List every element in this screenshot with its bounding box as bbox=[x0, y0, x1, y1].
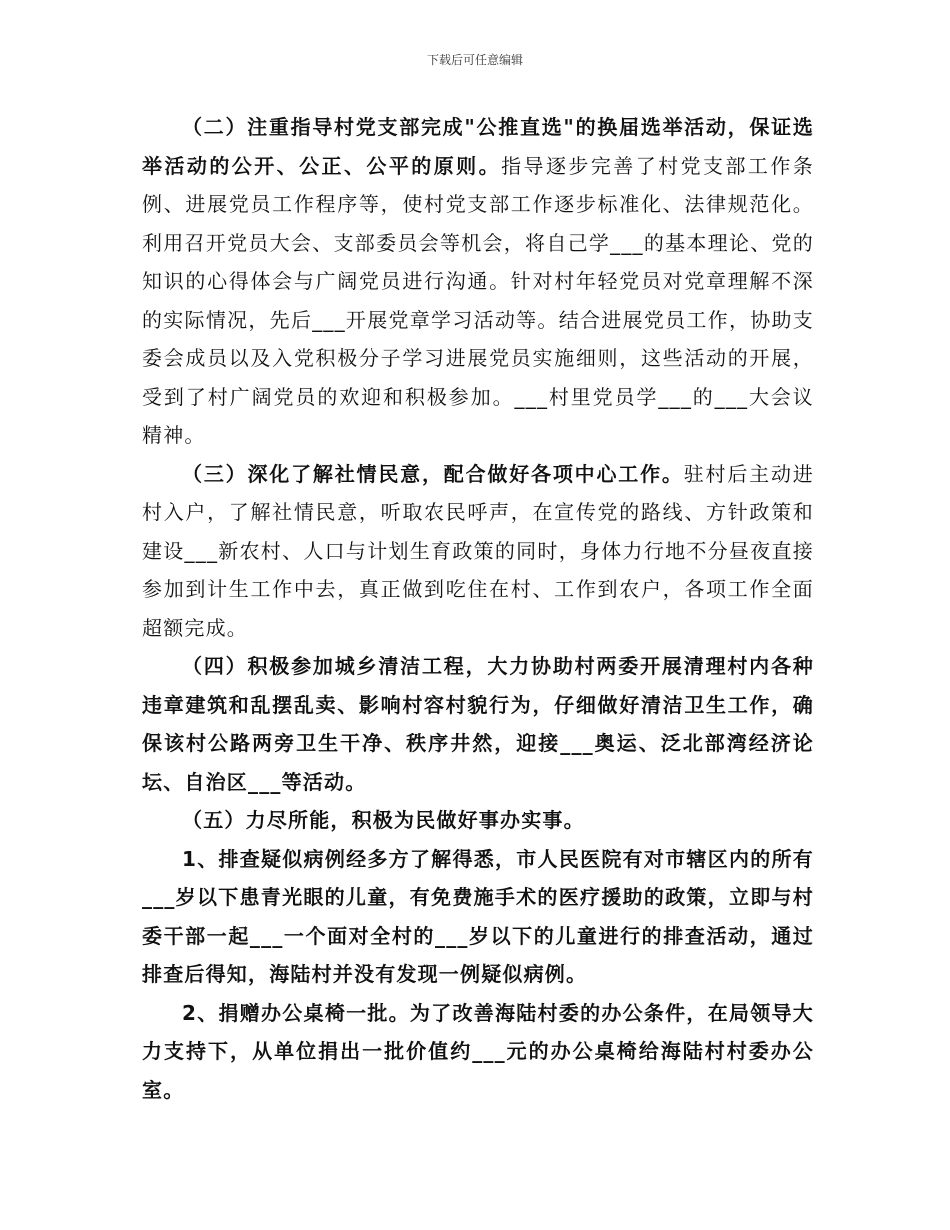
paragraph-heading: 2、捐赠办公桌椅一批。为了改善海陆村委的办公条件，在局领导大力支持下，从单位捐出一批价值约___元的办公桌椅给海陆村村委办公室。 bbox=[142, 1000, 814, 1102]
paragraph-heading: （三）深化了解社情民意，配合做好各项中心工作。 bbox=[182, 461, 684, 486]
paragraph-5 bbox=[142, 801, 814, 840]
paragraph-heading: （五）力尽所能，积极为民做好事办实事。 bbox=[182, 808, 585, 832]
paragraph-heading: 1、排查疑似病例经多方了解得悉，市人民医院有对市辖区内的所有___岁以下患青光眼的儿童，有免费施手术的医疗援助的政策，立即与村委干部一起___一个面对全村的___岁以下的儿童进行的排查活动，通过排查后得知，海陆村并没有发现一例疑似病例。 bbox=[142, 846, 814, 986]
paragraph-heading: （二）注重指导村党支部完成"公推直选"的换届选举活动，保证选举活动的公开、公正、公平的原则。 bbox=[142, 115, 814, 178]
paragraph-3 bbox=[142, 455, 814, 648]
paragraph-item-1 bbox=[142, 840, 814, 994]
paragraph-2 bbox=[142, 108, 814, 455]
page-header: 下载后可任意编辑 bbox=[426, 53, 523, 67]
paragraph-heading: （四）积极参加城乡清洁工程，大力协助村两委开展清理村内各种违章建筑和乱摆乱卖、影响村容村貌行为，仔细做好清洁卫生工作，确保该村公路两旁卫生干净、秩序井然，迎接___奥运、泛北部湾经济论坛、自治区___等活动。 bbox=[142, 654, 814, 794]
document-body bbox=[142, 108, 814, 1109]
paragraph-4 bbox=[142, 647, 814, 801]
paragraph-item-2 bbox=[142, 994, 814, 1110]
paragraph-text: 驻村后主动进村入户，了解社情民意，听取农民呼声，在宣传党的路线、方针政策和建设___新农村、人口与计划生育政策的同时，身体力行地不分昼夜直接参加到计生工作中去，真正做到吃住在村、工作到农户，各项工作全面超额完成。 bbox=[142, 461, 814, 640]
paragraph-text: 指导逐步完善了村党支部工作条例、进展党员工作程序等，使村党支部工作逐步标准化、法律规范化。利用召开党员大会、支部委员会等机会，将自己学___的基本理论、党的知识的心得体会与广阔党员进行沟通。针对村年轻党员对党章理解不深的实际情况，先后___开展党章学习活动等。结合进展党员工作，协助支委会成员以及入党积极分子学习进展党员实施细则，这些活动的开展，受到了村广阔党员的欢迎和积极参加。___村里党员学___的___大会议精神。 bbox=[142, 153, 814, 447]
